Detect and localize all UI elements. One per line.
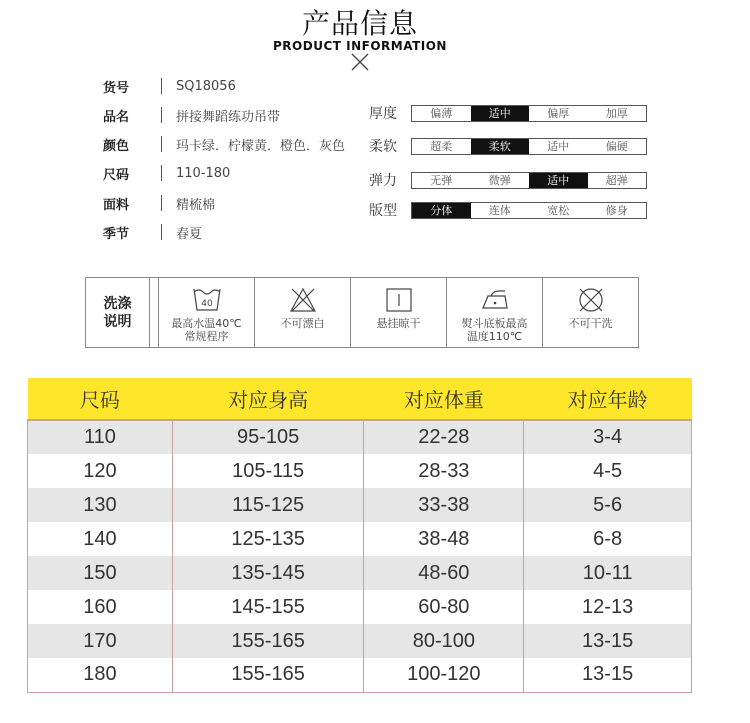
cell-height: 155-165 xyxy=(172,658,364,692)
scale-softness xyxy=(369,136,647,156)
cell-size: 120 xyxy=(28,454,173,488)
scale-option: 微弹 xyxy=(488,174,511,187)
attr-value: 玛卡绿．柠檬黄．橙色．灰色 xyxy=(176,138,346,154)
scale-option: 超弹 xyxy=(605,174,628,187)
cell-weight: 60-80 xyxy=(364,590,524,624)
care-text-line: 熨斗底板最高 xyxy=(461,317,528,330)
cell-weight: 48-60 xyxy=(364,556,524,590)
care-text-line: 温度110℃ xyxy=(466,330,523,343)
attr-row-size xyxy=(103,162,230,184)
care-text xyxy=(462,317,528,343)
cell-size: 110 xyxy=(28,420,173,454)
wash-40-icon xyxy=(191,286,223,314)
care-item-dry xyxy=(351,278,447,347)
cell-height: 125-135 xyxy=(172,522,364,556)
care-instructions xyxy=(85,277,639,348)
care-title xyxy=(86,278,150,347)
care-text xyxy=(377,317,421,330)
cell-weight: 28-33 xyxy=(364,454,524,488)
attr-divider xyxy=(161,78,162,94)
scale-option: 适中 xyxy=(547,140,570,153)
wash-temp-label: 40 xyxy=(200,299,213,309)
cell-size: 170 xyxy=(28,624,173,658)
cell-age: 3-4 xyxy=(524,420,692,454)
attr-label: 货号 xyxy=(103,80,130,96)
scale-option: 修身 xyxy=(605,204,628,217)
care-item-dry-clean xyxy=(543,278,638,347)
scale-options xyxy=(411,138,647,155)
scale-option: 加厚 xyxy=(605,107,628,120)
scale-option: 分体 xyxy=(412,203,471,218)
care-text xyxy=(171,317,241,343)
care-item-wash xyxy=(159,278,255,347)
attr-row-season xyxy=(103,221,202,243)
cell-height: 115-125 xyxy=(172,488,364,522)
care-title-line: 说明 xyxy=(103,313,132,330)
scale-label: 版型 xyxy=(369,203,397,219)
cell-age: 13-15 xyxy=(524,658,692,692)
attr-row-product-name xyxy=(103,104,280,126)
cell-weight: 100-120 xyxy=(364,658,524,692)
column-header-weight: 对应体重 xyxy=(364,378,524,420)
attr-value: 110-180 xyxy=(176,165,231,181)
table-row xyxy=(28,590,692,624)
product-title: 产品信息 xyxy=(301,7,418,40)
scale-elasticity xyxy=(369,170,647,190)
care-divider xyxy=(150,278,159,347)
care-text-line: 不可干洗 xyxy=(568,317,613,330)
cell-weight: 22-28 xyxy=(364,420,524,454)
cell-age: 10-11 xyxy=(524,556,692,590)
attr-value: 精梳棉 xyxy=(176,197,216,213)
care-text xyxy=(281,317,325,330)
cell-height: 135-145 xyxy=(172,556,364,590)
attr-label: 尺码 xyxy=(103,167,130,183)
scale-option: 偏厚 xyxy=(547,107,570,120)
scale-option: 柔软 xyxy=(471,139,530,154)
cell-size: 140 xyxy=(28,522,173,556)
cell-weight: 38-48 xyxy=(364,522,524,556)
scale-option: 无弹 xyxy=(430,174,453,187)
scale-option: 偏薄 xyxy=(430,107,453,120)
table-row xyxy=(28,556,692,590)
product-subtitle: PRODUCT INFORMATION xyxy=(273,39,447,53)
no-bleach-icon xyxy=(287,286,319,314)
care-title-line: 洗涤 xyxy=(103,295,132,312)
cell-height: 105-115 xyxy=(172,454,364,488)
attr-label: 季节 xyxy=(103,226,130,242)
scale-option: 超柔 xyxy=(430,140,453,153)
attr-row-color xyxy=(103,133,345,155)
scale-option: 适中 xyxy=(471,106,530,121)
table-row xyxy=(28,420,692,454)
cell-age: 6-8 xyxy=(524,522,692,556)
scale-fit xyxy=(369,200,647,220)
cell-size: 180 xyxy=(28,658,173,692)
attr-value: 拼接舞蹈练功吊带 xyxy=(176,109,281,125)
cell-height: 145-155 xyxy=(172,590,364,624)
cell-size: 160 xyxy=(28,590,173,624)
iron-110-icon xyxy=(479,286,511,314)
cell-age: 13-15 xyxy=(524,624,692,658)
attr-divider xyxy=(161,136,162,152)
table-row xyxy=(28,488,692,522)
cell-age: 4-5 xyxy=(524,454,692,488)
attr-value: 春夏 xyxy=(176,226,203,242)
scale-option: 适中 xyxy=(529,173,588,188)
table-row xyxy=(28,454,692,488)
attr-label: 面料 xyxy=(103,197,130,213)
scale-label: 柔软 xyxy=(369,139,397,155)
column-header-height: 对应身高 xyxy=(172,378,364,420)
scale-label: 弹力 xyxy=(369,173,397,189)
care-text-line: 常规程序 xyxy=(184,330,229,343)
scale-options xyxy=(411,202,647,219)
care-item-iron xyxy=(447,278,543,347)
care-text-line: 悬挂晾干 xyxy=(376,317,421,330)
x-mark-icon xyxy=(351,53,369,71)
cell-weight: 33-38 xyxy=(364,488,524,522)
care-text-line: 最高水温40℃ xyxy=(171,317,242,330)
care-text xyxy=(569,317,613,330)
cell-size: 150 xyxy=(28,556,173,590)
table-row xyxy=(28,624,692,658)
cell-height: 95-105 xyxy=(172,420,364,454)
attr-row-fabric xyxy=(103,192,215,214)
cell-size: 130 xyxy=(28,488,173,522)
scale-label: 厚度 xyxy=(369,106,397,122)
scale-option: 偏硬 xyxy=(605,140,628,153)
cell-height: 155-165 xyxy=(172,624,364,658)
attr-divider xyxy=(161,195,162,211)
hang-dry-icon xyxy=(383,286,415,314)
cell-age: 12-13 xyxy=(524,590,692,624)
size-chart-table xyxy=(27,378,692,693)
attr-label: 品名 xyxy=(103,109,130,125)
scale-option: 连体 xyxy=(488,204,511,217)
column-header-age: 对应年龄 xyxy=(524,378,692,420)
table-row xyxy=(28,522,692,556)
no-dry-clean-icon xyxy=(575,286,607,314)
cell-weight: 80-100 xyxy=(364,624,524,658)
attr-divider xyxy=(161,165,162,181)
care-text-line: 不可漂白 xyxy=(280,317,325,330)
column-header-size: 尺码 xyxy=(28,378,173,420)
scale-options xyxy=(411,172,647,189)
attr-value: SQ18056 xyxy=(176,78,236,94)
table-row xyxy=(28,658,692,692)
scale-option: 宽松 xyxy=(547,204,570,217)
attr-row-item-no xyxy=(103,75,236,97)
table-header-row xyxy=(28,378,692,420)
attr-divider xyxy=(161,224,162,240)
cell-age: 5-6 xyxy=(524,488,692,522)
attr-divider xyxy=(161,107,162,123)
scale-options xyxy=(411,105,647,122)
attr-label: 颜色 xyxy=(103,138,130,154)
scale-thickness xyxy=(369,103,647,123)
care-item-bleach xyxy=(255,278,351,347)
